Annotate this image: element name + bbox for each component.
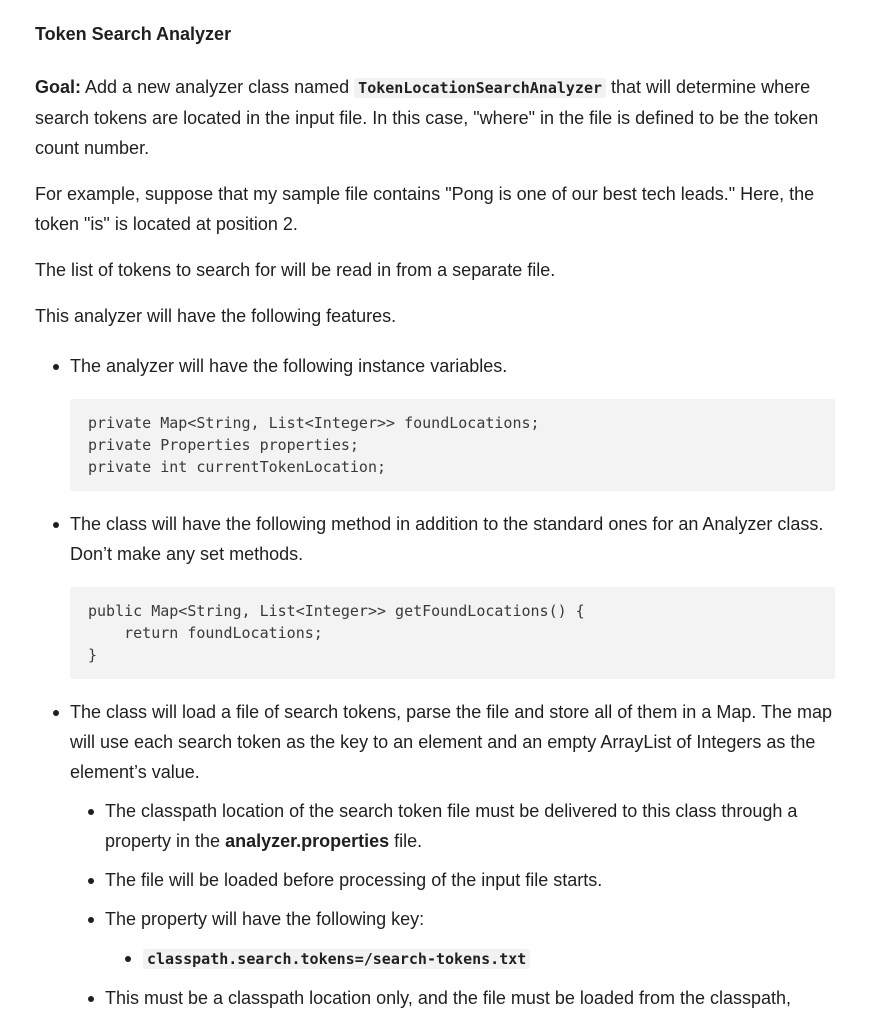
- list-item: [70, 796, 835, 856]
- list-item: [35, 509, 835, 679]
- page-title: Token Search Analyzer: [35, 24, 232, 44]
- code-line: public Map<String, List<Integer>> getFoundLocations() {: [88, 602, 585, 620]
- code-line: return foundLocations;: [88, 624, 323, 642]
- method-code-block: [70, 587, 835, 679]
- key-intro-text: The property will have the following key:: [105, 909, 425, 929]
- code-line: private int currentTokenLocation;: [88, 458, 387, 476]
- token-list-paragraph: The list of tokens to search for will be read in from a separate file.: [35, 260, 556, 280]
- features-list: [35, 351, 835, 1013]
- instance-vars-text: The analyzer will have the following instance variables.: [70, 356, 508, 376]
- code-line: private Properties properties;: [88, 436, 359, 454]
- example-paragraph: For example, suppose that my sample file contains "Pong is one of our best tech leads." Here, the token "is" is located at position 2.: [35, 184, 815, 234]
- method-text: The class will have the following method in addition to the standard ones for an Analyzer class. Don’t make any set methods.: [70, 514, 824, 564]
- list-item: [35, 697, 835, 1013]
- goal-paragraph: [35, 72, 835, 163]
- features-intro-paragraph: This analyzer will have the following features.: [35, 306, 397, 326]
- load-text: The class will load a file of search tokens, parse the file and store all of them in a Map. The map will use each search token as the key to an element and an empty ArrayList of Integers as the element’s value.: [70, 702, 833, 782]
- list-item: [70, 904, 835, 974]
- classpath-text-after: file.: [389, 831, 423, 851]
- code-line: private Map<String, List<Integer>> foundLocations;: [88, 414, 540, 432]
- list-item: [105, 943, 835, 974]
- goal-label: Goal:: [35, 77, 82, 97]
- properties-file-name: analyzer.properties: [225, 831, 390, 851]
- list-item: The file will be loaded before processing of the input file starts.: [70, 865, 835, 895]
- goal-text-before: Add a new analyzer class named: [81, 77, 355, 97]
- classpath-text-before: The classpath location of the search token file must be delivered to this class through a property in the: [105, 801, 798, 851]
- list-item: [35, 351, 835, 491]
- property-key-code: classpath.search.tokens=/search-tokens.txt: [143, 949, 530, 969]
- list-item: This must be a classpath location only, and the file must be loaded from the classpath,: [70, 983, 835, 1013]
- instance-vars-code-block: [70, 399, 835, 491]
- class-name-code: TokenLocationSearchAnalyzer: [354, 78, 606, 98]
- code-line: }: [88, 646, 98, 664]
- load-sublist: [70, 796, 835, 1013]
- key-sublist: [105, 943, 835, 974]
- goal-text-after: that will determine where search tokens are located in the input file. In this case, "where" in the file is defined to be the token count number.: [35, 77, 819, 158]
